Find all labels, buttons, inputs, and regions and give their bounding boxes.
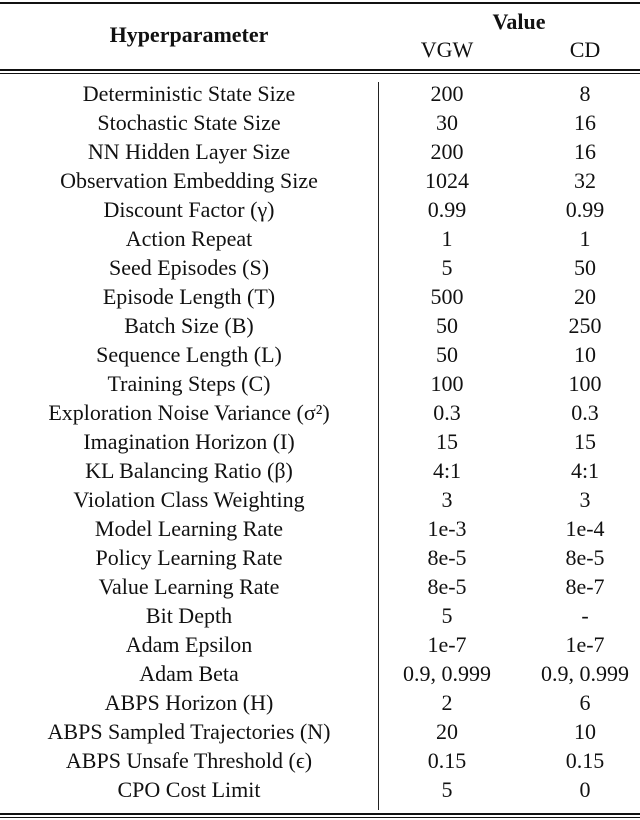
cd-value: 16 bbox=[574, 110, 596, 135]
cd-value: 8e-7 bbox=[565, 574, 605, 599]
vgw-value: 500 bbox=[430, 284, 464, 309]
param-name: Adam Beta bbox=[139, 661, 239, 686]
cd-value: 1e-4 bbox=[565, 516, 605, 541]
vgw-value: 4:1 bbox=[432, 458, 462, 483]
param-name: Action Repeat bbox=[125, 226, 253, 251]
vgw-value: 2 bbox=[441, 690, 453, 715]
vgw-value: 0.15 bbox=[427, 748, 467, 773]
cd-value: 0.15 bbox=[565, 748, 605, 773]
table-row bbox=[0, 427, 640, 456]
table-row bbox=[0, 746, 640, 775]
cd-value: 0.99 bbox=[565, 197, 605, 222]
vgw-value: 100 bbox=[430, 371, 464, 396]
cd-value: 10 bbox=[574, 342, 596, 367]
cd-value: 8 bbox=[579, 81, 591, 106]
table-row bbox=[0, 108, 640, 137]
cd-value: 0.3 bbox=[571, 400, 599, 425]
cd-value: 100 bbox=[568, 371, 602, 396]
header-vgw: VGW bbox=[420, 37, 474, 62]
cd-value: 1 bbox=[579, 226, 591, 251]
vgw-value: 0.99 bbox=[427, 197, 467, 222]
param-name: Bit Depth bbox=[145, 603, 233, 628]
param-name: ABPS Unsafe Threshold (ϵ) bbox=[65, 748, 313, 773]
param-name: KL Balancing Ratio (β) bbox=[85, 458, 293, 483]
vgw-value: 1e-3 bbox=[427, 516, 467, 541]
vgw-value: 0.3 bbox=[433, 400, 461, 425]
header-hyperparameter: Hyperparameter bbox=[109, 22, 269, 47]
table-row bbox=[0, 456, 640, 485]
vgw-value: 15 bbox=[436, 429, 458, 454]
table-row bbox=[0, 224, 640, 253]
table-row bbox=[0, 369, 640, 398]
param-name: Training Steps (C) bbox=[107, 371, 271, 396]
cd-value: 20 bbox=[574, 284, 596, 309]
param-name: Exploration Noise Variance (σ²) bbox=[48, 400, 330, 425]
table-row bbox=[0, 166, 640, 195]
vgw-value: 3 bbox=[441, 487, 453, 512]
vgw-value: 5 bbox=[441, 255, 453, 280]
cd-value: 0.9, 0.999 bbox=[541, 661, 629, 686]
cd-value: 4:1 bbox=[570, 458, 600, 483]
bottom-rule bbox=[0, 813, 640, 815]
cd-value: 250 bbox=[568, 313, 602, 338]
vgw-value: 8e-5 bbox=[427, 545, 467, 570]
param-name: NN Hidden Layer Size bbox=[87, 139, 291, 164]
vgw-value: 30 bbox=[436, 110, 458, 135]
table-row bbox=[0, 601, 640, 630]
param-name: Batch Size (B) bbox=[124, 313, 254, 338]
vgw-value: 0.9, 0.999 bbox=[403, 661, 491, 686]
param-name: Deterministic State Size bbox=[82, 81, 296, 106]
table-row bbox=[0, 572, 640, 601]
cd-value: 10 bbox=[574, 719, 596, 744]
table-row bbox=[0, 775, 640, 804]
param-name: Value Learning Rate bbox=[98, 574, 280, 599]
bottom-rule-double bbox=[0, 817, 640, 819]
param-name: ABPS Horizon (H) bbox=[104, 690, 274, 715]
vgw-value: 200 bbox=[430, 81, 464, 106]
param-name: Discount Factor (γ) bbox=[103, 197, 275, 222]
vgw-value: 1e-7 bbox=[427, 632, 467, 657]
header-rule-double bbox=[0, 73, 640, 75]
table-row bbox=[0, 485, 640, 514]
top-rule bbox=[0, 2, 640, 4]
cd-value: 3 bbox=[579, 487, 591, 512]
vgw-value: 8e-5 bbox=[427, 574, 467, 599]
param-name: CPO Cost Limit bbox=[117, 777, 261, 802]
cd-value: 1e-7 bbox=[565, 632, 605, 657]
table-row bbox=[0, 79, 640, 108]
table-row bbox=[0, 630, 640, 659]
cd-value: 0 bbox=[579, 777, 591, 802]
table-row bbox=[0, 282, 640, 311]
param-name: Violation Class Weighting bbox=[73, 487, 305, 512]
cd-value: 8e-5 bbox=[565, 545, 605, 570]
vgw-value: 20 bbox=[436, 719, 458, 744]
header-cd: CD bbox=[569, 37, 601, 62]
param-name: Sequence Length (L) bbox=[96, 342, 282, 367]
vgw-value: 1 bbox=[441, 226, 453, 251]
vgw-value: 1024 bbox=[425, 168, 469, 193]
cd-value: 50 bbox=[574, 255, 596, 280]
table-row bbox=[0, 311, 640, 340]
param-name: ABPS Sampled Trajectories (N) bbox=[47, 719, 331, 744]
cd-value: 6 bbox=[579, 690, 591, 715]
table-row bbox=[0, 659, 640, 688]
table-row bbox=[0, 398, 640, 427]
table-row bbox=[0, 195, 640, 224]
table-body bbox=[0, 79, 640, 804]
vgw-value: 50 bbox=[436, 313, 458, 338]
param-name: Policy Learning Rate bbox=[95, 545, 283, 570]
table-row bbox=[0, 340, 640, 369]
table-row bbox=[0, 253, 640, 282]
table-row bbox=[0, 543, 640, 572]
cd-value: 16 bbox=[574, 139, 596, 164]
param-name: Stochastic State Size bbox=[97, 110, 281, 135]
cd-value: - bbox=[581, 603, 589, 628]
param-name: Seed Episodes (S) bbox=[108, 255, 270, 280]
param-name: Imagination Horizon (I) bbox=[83, 429, 295, 454]
table-row bbox=[0, 514, 640, 543]
header-rule bbox=[0, 69, 640, 71]
param-name: Adam Epsilon bbox=[125, 632, 253, 657]
table-row bbox=[0, 137, 640, 166]
table-row bbox=[0, 688, 640, 717]
vgw-value: 5 bbox=[441, 603, 453, 628]
param-name: Observation Embedding Size bbox=[60, 168, 318, 193]
cd-value: 15 bbox=[574, 429, 596, 454]
param-name: Episode Length (T) bbox=[102, 284, 276, 309]
vgw-value: 5 bbox=[441, 777, 453, 802]
header-value: Value bbox=[492, 9, 546, 34]
cd-value: 32 bbox=[574, 168, 596, 193]
table-row bbox=[0, 717, 640, 746]
vgw-value: 200 bbox=[430, 139, 464, 164]
param-name: Model Learning Rate bbox=[94, 516, 284, 541]
vgw-value: 50 bbox=[436, 342, 458, 367]
